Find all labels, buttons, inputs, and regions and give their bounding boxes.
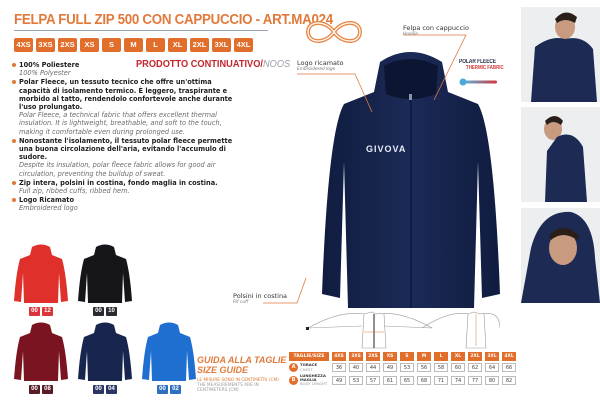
table-cell: 40 <box>349 363 363 372</box>
callout-title: Polsini in costina <box>233 292 288 300</box>
color-code: 00 <box>93 385 104 394</box>
size-guide-note-it: LE MISURE SONO IN CENTIMETRI (CM) <box>197 378 279 383</box>
size-chip: 4XS <box>14 38 33 52</box>
size-table-header <box>289 352 516 361</box>
callout-title: Logo ricamato <box>297 59 344 67</box>
table-cell: 74 <box>451 376 465 385</box>
table-cell: 56 <box>417 363 431 372</box>
table-cell: 80 <box>485 376 499 385</box>
table-cell: 61 <box>383 376 397 385</box>
feature-it: Zip intera, polsini in costina, fondo maglia in costina. <box>19 178 218 187</box>
column-header: 4XS <box>332 352 346 361</box>
color-code: 00 <box>29 385 40 394</box>
feature-it: Polar Fleece, un tessuto tecnico che offre un'ottima capacità di isolamento termico. È leggero, traspirante e morbido al tatto, rendendolo confortevole anche durante l'uso prolungato. <box>19 78 233 112</box>
column-header: 3XS <box>349 352 363 361</box>
product-title: FELPA FULL ZIP 500 CON CAPPUCCIO - ART.MA024 <box>14 12 333 28</box>
size-chip: M <box>124 38 143 52</box>
table-cell: 44 <box>366 363 380 372</box>
status-it: PRODOTTO CONTINUATIVO/ <box>136 58 263 70</box>
feature-en: Polar Fleece, a technical fabric that offers excellent thermal insulation. It is lightweight, breathable, and soft to the touch, making it comfortable even during prolonged use. <box>19 111 222 136</box>
column-header: 2XL <box>468 352 482 361</box>
feature-en: 100% Polyester <box>19 69 71 78</box>
row-label-it: TORACE <box>300 362 318 368</box>
table-row-length <box>289 374 516 387</box>
feature-it: 100% Poliestere <box>19 61 80 69</box>
column-header: S <box>400 352 414 361</box>
color-code: 04 <box>106 385 117 394</box>
callout-cuffs <box>233 292 287 305</box>
size-chip: L <box>146 38 165 52</box>
feature-en: Embroidered logo <box>19 204 78 213</box>
color-code: 00 <box>157 385 168 394</box>
column-header: XS <box>383 352 397 361</box>
column-header: 2XS <box>366 352 380 361</box>
header-label: TAGLIE/SIZE <box>289 352 329 361</box>
size-chip: 2XL <box>190 38 209 52</box>
feature-it: Nonostante l'isolamento, il tessuto polar fleece permette una buona circolazione dell'aria, evitando l'accumulo di sudore. <box>19 136 233 162</box>
row-label <box>289 374 329 387</box>
column-header: L <box>434 352 448 361</box>
table-cell: 68 <box>417 376 431 385</box>
table-cell: 53 <box>349 376 363 385</box>
color-code: 08 <box>42 385 53 394</box>
table-cell: 82 <box>502 376 516 385</box>
size-table <box>289 352 516 389</box>
callout-logo <box>297 59 344 72</box>
model-photo-front <box>521 7 600 102</box>
status-en: NOOS <box>262 58 291 70</box>
table-cell: 60 <box>451 363 465 372</box>
table-cell: 62 <box>468 363 482 372</box>
size-chip: 4XL <box>234 38 253 52</box>
technical-drawing <box>300 300 500 350</box>
color-code: 00 <box>93 307 104 316</box>
size-chip: XL <box>168 38 187 52</box>
column-header: 4XL <box>502 352 516 361</box>
table-cell: 71 <box>434 376 448 385</box>
color-code: 12 <box>42 307 53 316</box>
model-photo-hood <box>521 208 600 303</box>
row-badge: B <box>289 376 298 385</box>
size-guide-title-en: SIZE GUIDE <box>197 364 249 375</box>
row-badge: A <box>289 363 298 372</box>
table-cell: 53 <box>400 363 414 372</box>
table-cell: 49 <box>383 363 397 372</box>
table-cell: 77 <box>468 376 482 385</box>
size-guide-title-it: GUIDA ALLA TAGLIE <box>197 355 287 365</box>
feature-en: Despite its insulation, polar fleece fabric allows for good air circulation, preventing the buildup of sweat. <box>19 161 216 178</box>
callout-sub: Embroidered logo <box>297 67 336 72</box>
row-label-en: CHEST <box>300 366 313 372</box>
column-header: 3XL <box>485 352 499 361</box>
row-label <box>289 363 329 372</box>
table-row-chest <box>289 363 516 372</box>
givova-logo: GIVOVA <box>366 144 407 154</box>
table-cell: 65 <box>400 376 414 385</box>
row-label-it: LUNGHEZZA MAGLIA <box>300 373 326 383</box>
callout-sub: Rif cuff <box>233 300 249 305</box>
size-chip: 3XL <box>212 38 231 52</box>
feature-en: Full zip, ribbed cuffs, ribbed hem. <box>19 187 130 196</box>
size-guide-note <box>197 378 287 393</box>
table-cell: 49 <box>332 376 346 385</box>
table-cell: 36 <box>332 363 346 372</box>
color-code: 00 <box>29 307 40 316</box>
table-cell: 66 <box>502 363 516 372</box>
model-photo-back <box>521 107 600 202</box>
table-cell: 64 <box>485 363 499 372</box>
size-chip: 2XS <box>58 38 77 52</box>
fabric-line2: THERMIC FABRIC <box>466 65 504 71</box>
row-label-en: BODY LENGHT <box>300 381 328 387</box>
size-chip: 3XS <box>36 38 55 52</box>
size-guide-title <box>197 356 286 375</box>
fabric-line1: POLAR FLEECE <box>459 59 497 65</box>
callout-title: Felpa con cappuccio <box>403 24 469 32</box>
table-cell: 57 <box>366 376 380 385</box>
size-guide-note-en: THE MEASUREMENTS ARE IN CENTIMETERS (CM) <box>197 383 259 393</box>
thermometer-icon <box>459 78 499 86</box>
size-chip: XS <box>80 38 99 52</box>
color-code: 02 <box>170 385 181 394</box>
callout-sub: Hoodie <box>403 32 419 37</box>
table-cell: 58 <box>434 363 448 372</box>
color-code: 10 <box>106 307 117 316</box>
column-header: M <box>417 352 431 361</box>
fabric-badge <box>459 59 513 90</box>
size-chip: S <box>102 38 121 52</box>
callout-hood <box>403 24 469 37</box>
column-header: XL <box>451 352 465 361</box>
feature-it: Logo Ricamato <box>19 196 74 205</box>
